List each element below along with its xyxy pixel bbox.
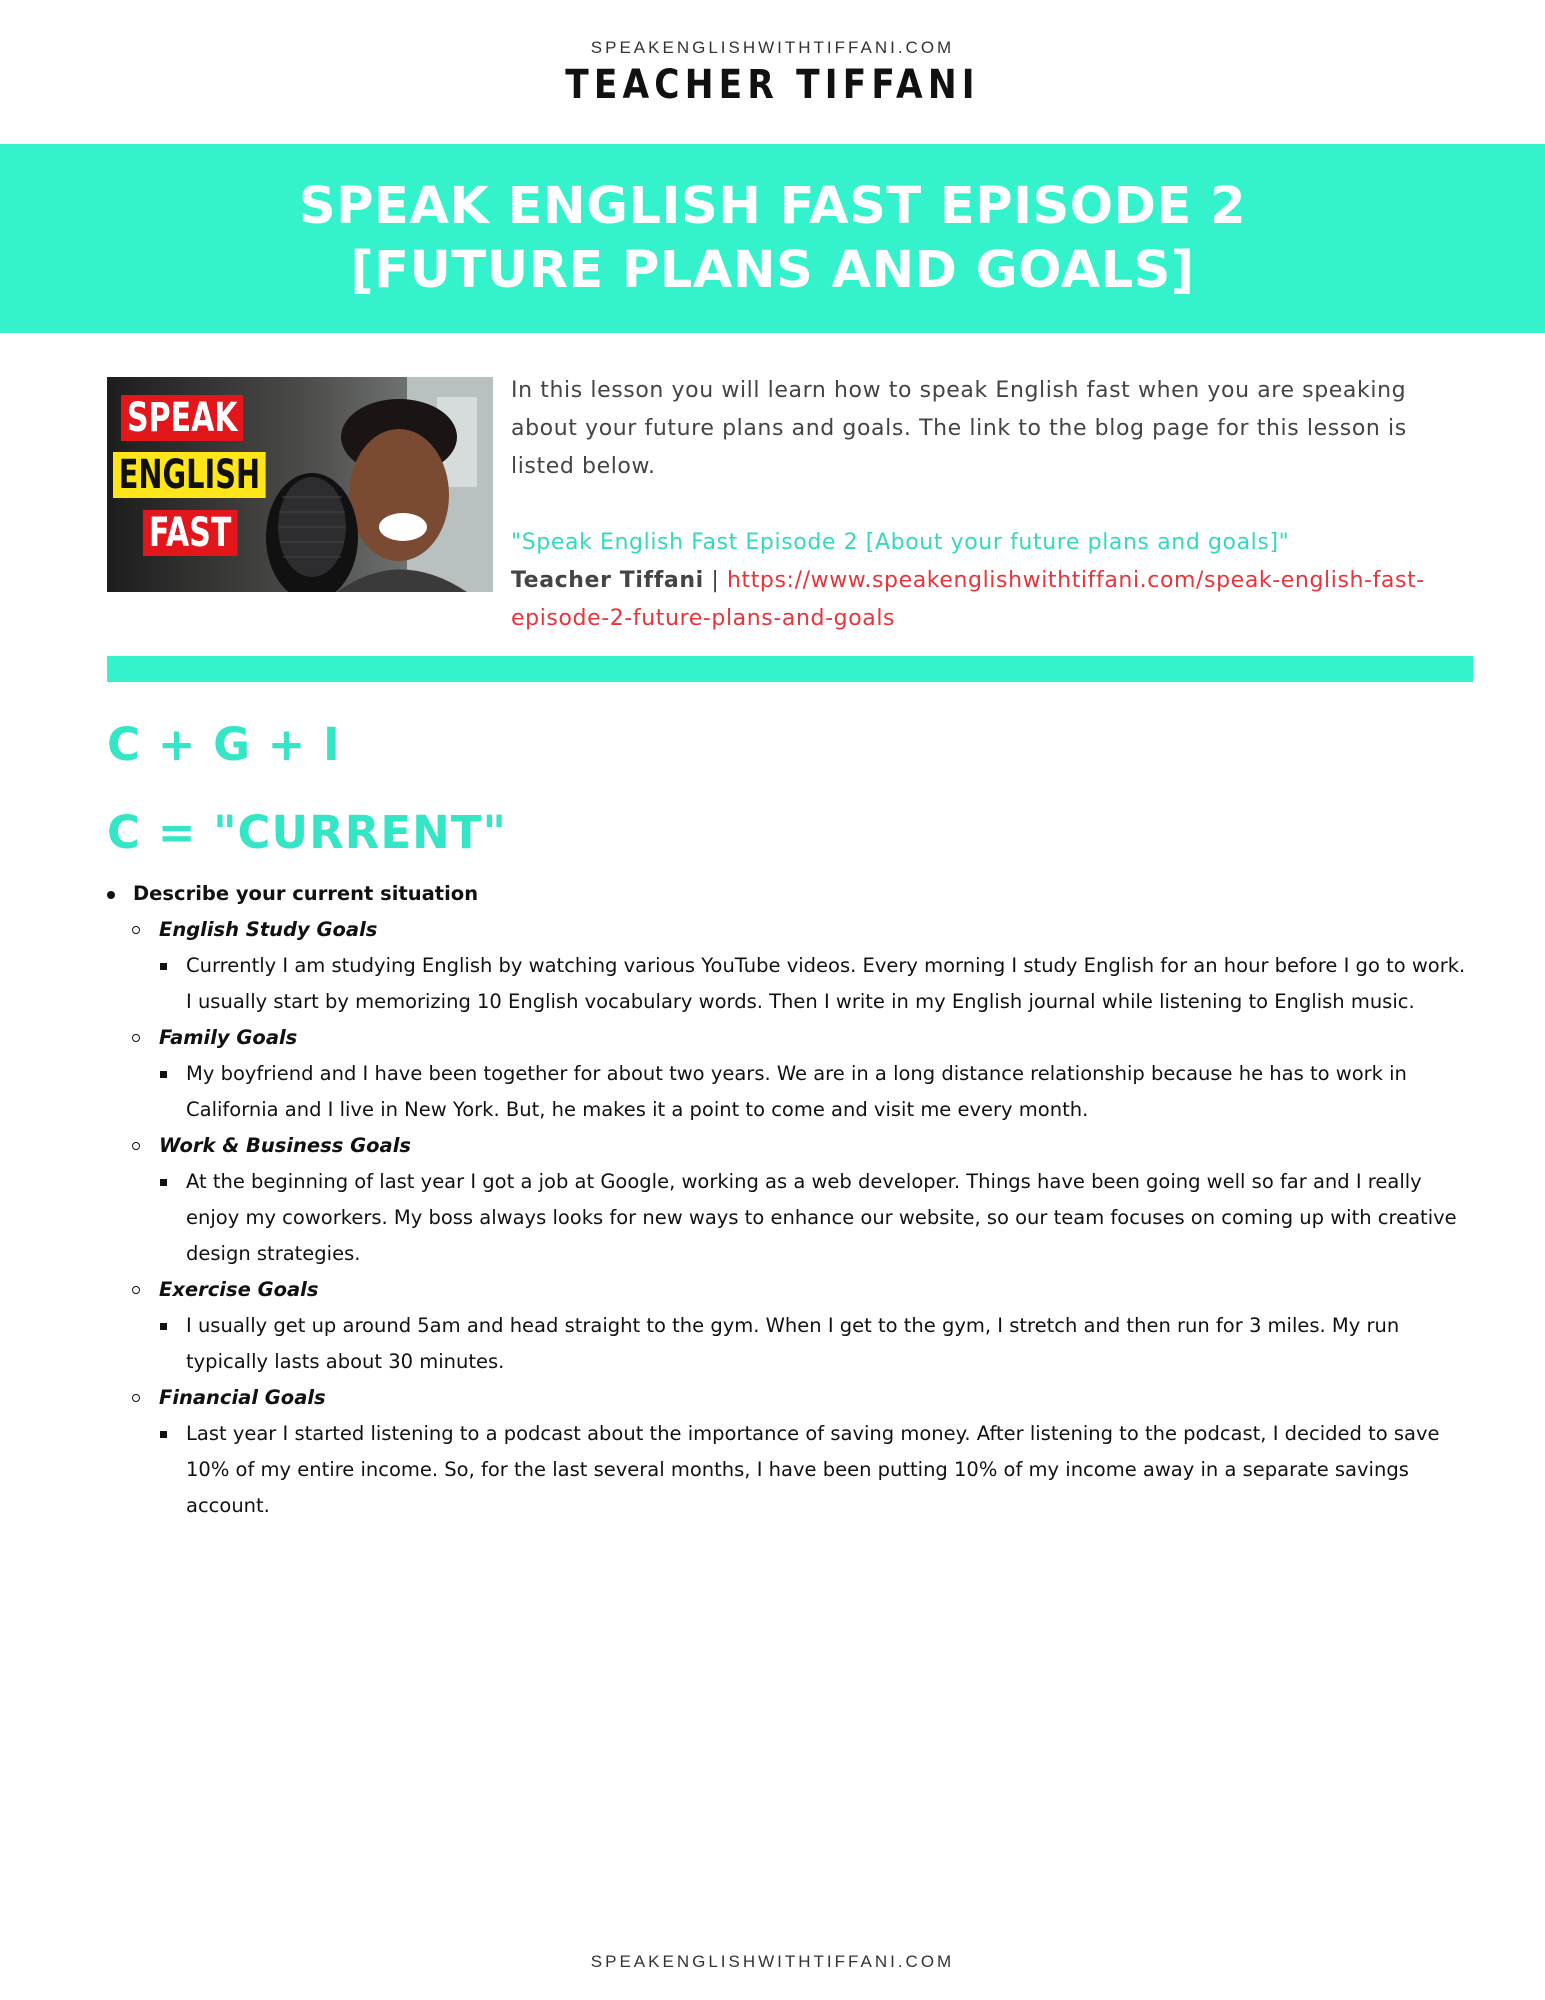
goal-description: Currently I am studying English by watching various YouTube videos. Every morning I study English for an hour before I go to work. I usually start by memorizing 10 English vocabulary words. Then I write in my English journal while listening to English music. — [107, 948, 1477, 1020]
site-url-header: SPEAKENGLISHWITHTIFFANI.COM — [590, 38, 955, 57]
goal-title: Financial Goals — [107, 1380, 1477, 1416]
section-divider — [107, 656, 1473, 682]
list-item-describe: Describe your current situation — [107, 876, 1477, 912]
site-url-footer: SPEAKENGLISHWITHTIFFANI.COM — [590, 1952, 955, 1971]
intro-text: In this lesson you will learn how to speak English fast when you are speaking about your future plans and goals. The link to the blog page for this lesson is listed below. — [511, 378, 1407, 479]
goal-description: Last year I started listening to a podcast about the importance of saving money. After listening to the podcast, I decided to save 10% of my entire income. So, for the last several months, I have been putting 10% of my income away in a separate savings account. — [107, 1416, 1477, 1524]
author-name: Teacher Tiffani — [511, 568, 704, 593]
goal-description: My boyfriend and I have been together for about two years. We are in a long distance relationship because he has to work in California and I live in New York. But, he makes it a point to come and visit me every month. — [107, 1056, 1477, 1128]
author-line — [511, 562, 1451, 638]
goal-title: Work & Business Goals — [107, 1128, 1477, 1164]
thumbnail-text-speak: SPEAK — [121, 395, 244, 441]
author-separator: | — [703, 568, 727, 593]
banner-title-line-1: SPEAK ENGLISH FAST EPISODE 2 — [298, 176, 1247, 236]
blog-url-link[interactable]: https://www.speakenglishwithtiffani.com/speak-english-fast-episode-2-future-plans-and-goals — [511, 568, 1425, 631]
goal-description: At the beginning of last year I got a job at Google, working as a web developer. Things have been going well so far and I really enjoy my coworkers. My boss always looks for new ways to enhance our website, so our team focuses on coming up with creative design strategies. — [107, 1164, 1477, 1272]
brand-title: TEACHER TIFFANI — [565, 62, 980, 108]
formula-heading: C + G + I — [107, 718, 341, 771]
current-heading: C = "CURRENT" — [107, 806, 507, 859]
banner-title-line-2: [FUTURE PLANS AND GOALS] — [350, 240, 1195, 300]
goal-title: Family Goals — [107, 1020, 1477, 1056]
lesson-thumbnail[interactable] — [107, 377, 493, 592]
lesson-title-link[interactable]: "Speak English Fast Episode 2 [About your future plans and goals]" — [511, 530, 1290, 555]
goals-list — [107, 876, 1477, 1524]
goal-title: Exercise Goals — [107, 1272, 1477, 1308]
thumbnail-text-english: ENGLISH — [113, 452, 266, 498]
lesson-intro — [511, 372, 1451, 638]
goal-description: I usually get up around 5am and head straight to the gym. When I get to the gym, I stretch and then run for 3 miles. My run typically lasts about 30 minutes. — [107, 1308, 1477, 1380]
goal-title: English Study Goals — [107, 912, 1477, 948]
title-banner — [0, 144, 1545, 333]
thumbnail-text-fast: FAST — [143, 510, 237, 556]
